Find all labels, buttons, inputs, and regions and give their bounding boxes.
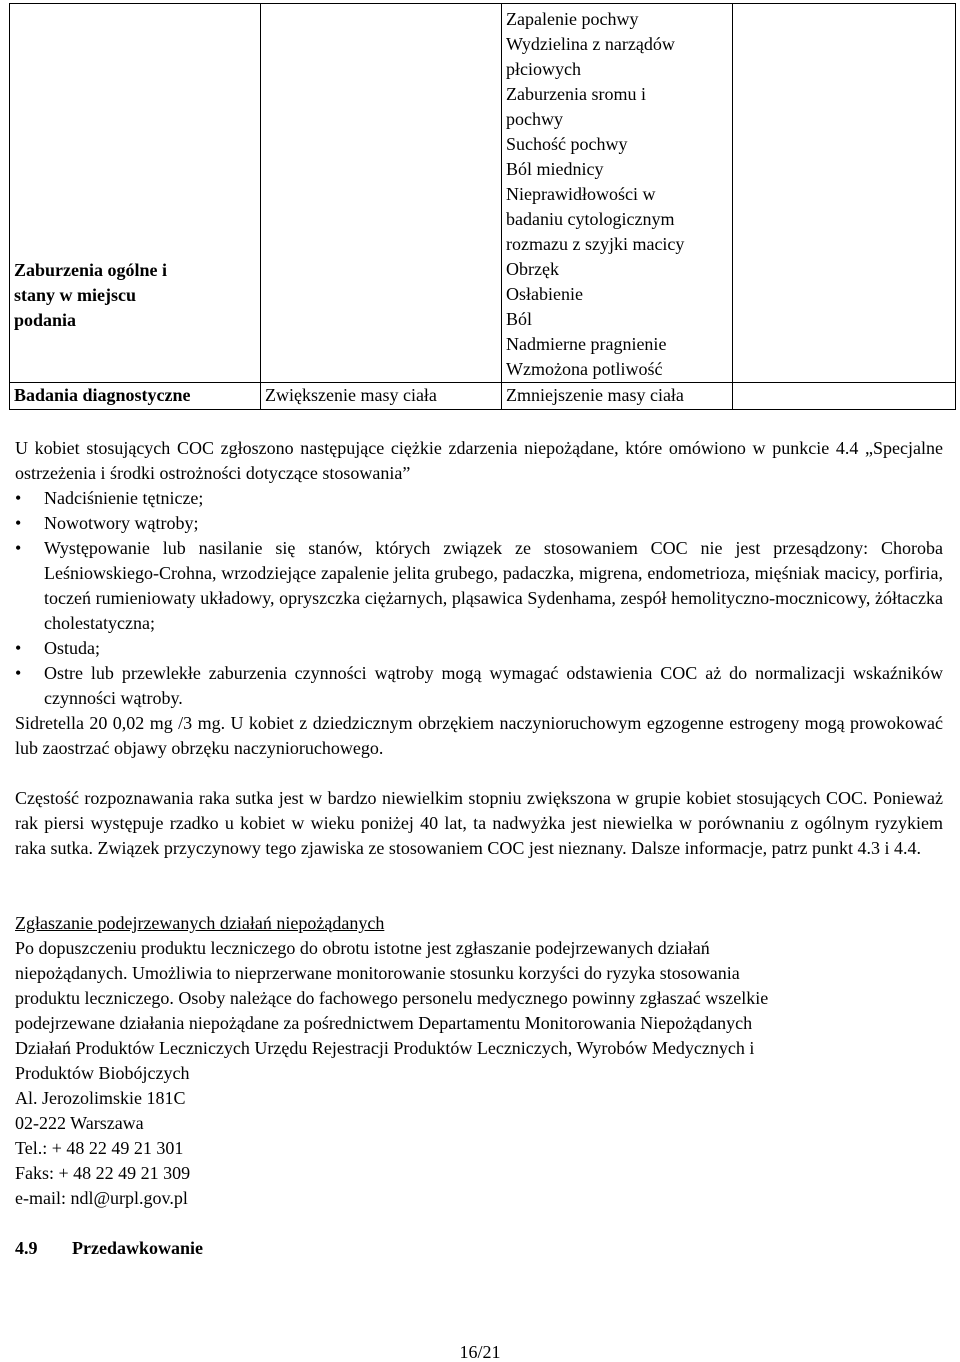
cell-line: Nieprawidłowości w [506,184,656,204]
list-item-text: Nowotwory wątroby; [44,513,199,533]
bullet-icon: • [15,488,22,508]
list-item-text: Nadciśnienie tętnicze; [44,488,204,508]
list-item [15,486,943,511]
cell-empty [733,4,956,383]
cell-general-disorders [10,4,261,383]
cell-weight-loss: Zmniejszenie masy ciała [502,383,733,410]
section-title: Przedawkowanie [72,1238,203,1258]
bullet-icon: • [15,513,22,533]
sidretella-paragraph: Sidretella 20 0,02 mg /3 mg. U kobiet z dziedzicznym obrzękiem naczynioruchowym egzogenne estrogeny mogą prowokować lub zaostrzać objawy obrzęku naczynioruchowego. [15,713,943,758]
cell-line: Suchość pochwy [506,134,628,154]
table-row-diagnostics [10,383,956,410]
cell-line: Obrzęk [506,259,559,279]
reporting-line: niepożądanych. Umożliwia to nieprzerwane monitorowanie stosunku korzyści do ryzyka stosowania [15,963,740,983]
cell-empty [733,383,956,410]
cell-line: Ból miednicy [506,159,604,179]
cell-line: Wzmożona potliwość [506,359,663,379]
reporting-line: Produktów Biobójczych [15,1063,190,1083]
reporting-line: Działań Produktów Leczniczych Urzędu Rejestracji Produktów Leczniczych, Wyrobów Medycznych i [15,1038,755,1058]
reporting-line: Al. Jerozolimskie 181C [15,1088,186,1108]
list-item-text: Ostre lub przewlekłe zaburzenia czynności wątroby mogą wymagać odstawienia COC aż do normalizacji wskaźników czynności wątroby. [44,663,943,708]
adverse-events-table [9,3,956,410]
page-number: 16/21 [459,1342,501,1362]
bullet-icon: • [15,538,22,558]
cell-line: płciowych [506,59,581,79]
cell-line: Wydzielina z narządów [506,34,675,54]
cell-line: Ból [506,309,533,329]
cell-weight-gain: Zwiększenie masy ciała [261,383,502,410]
reporting-line: produktu leczniczego. Osoby należące do fachowego personelu medycznego powinny zgłaszać wszelkie [15,988,769,1008]
reporting-line: 02-222 Warszawa [15,1113,144,1133]
cell-line: Zapalenie pochwy [506,9,639,29]
cell-line: pochwy [506,109,563,129]
list-item [15,636,943,661]
cell-empty [261,4,502,383]
breast-cancer-paragraph: Częstość rozpoznawania raka sutka jest w bardzo niewielkim stopniu zwiększona w grupie kobiet stosujących COC. Ponieważ rak piersi występuje rzadko u kobiet w wieku poniżej 40 lat, ta nadwyżka jest niewielka w porównaniu z ogólnym ryzykiem raka sutka. Związek przyczynowy tego zjawiska ze stosowaniem COC jest nieznany. Dalsze informacje, patrz punkt 4.3 i 4.4. [15,788,943,858]
bullet-icon: • [15,638,22,658]
list-item-text: Występowanie lub nasilanie się stanów, których związek ze stosowaniem COC nie jest przesądzony: Choroba Leśniowskiego-Crohna, wrzodziejące zapalenie jelita grubego, padaczka, migrena, endometrioza, mięśniak macicy, porfiria, toczeń rumieniowaty układowy, opryszczka ciężarnych, pląsawica Sydenhama, zespół hemolityczno-mocznicowy, żółtaczka cholestatyczna; [44,538,943,633]
section-number: 4.9 [15,1238,38,1258]
cell-line: badaniu cytologicznym [506,209,675,229]
cell-events-list [502,4,733,383]
reporting-section [15,911,943,1211]
cell-line: Zaburzenia ogólne i [14,260,168,280]
cell-line: Nadmierne pragnienie [506,334,667,354]
section-heading [15,1236,203,1261]
list-item [15,511,943,536]
reporting-title: Zgłaszanie podejrzewanych działań niepożądanych [15,913,385,933]
list-item [15,661,943,711]
reporting-line: Faks: + 48 22 49 21 309 [15,1163,191,1183]
bullet-icon: • [15,663,22,683]
cell-line: Zaburzenia sromu i [506,84,646,104]
intro-paragraph: U kobiet stosujących COC zgłoszono następujące ciężkie zdarzenia niepożądane, które omówiono w punkcie 4.4 „Specjalne ostrzeżenia i środki ostrożności dotyczące stosowania” [15,438,943,483]
reporting-line: podejrzewane działania niepożądane za pośrednictwem Departamentu Monitorowania Niepożądanych [15,1013,753,1033]
cell-line: rozmazu z szyjki macicy [506,234,685,254]
list-item-text: Ostuda; [44,638,100,658]
reporting-email-line: e-mail: ndl@urpl.gov.pl [15,1188,188,1208]
list-item [15,536,943,636]
reporting-line: Po dopuszczeniu produktu leczniczego do obrotu istotne jest zgłaszanie podejrzewanych działań [15,938,710,958]
cell-line: stany w miejscu [14,285,136,305]
reporting-line: Tel.: + 48 22 49 21 301 [15,1138,184,1158]
bullet-list [15,486,943,711]
cell-line: Osłabienie [506,284,583,304]
cell-line: podania [14,310,77,330]
table-row-general-disorders [10,4,956,383]
cell-diagnostics: Badania diagnostyczne [10,383,261,410]
